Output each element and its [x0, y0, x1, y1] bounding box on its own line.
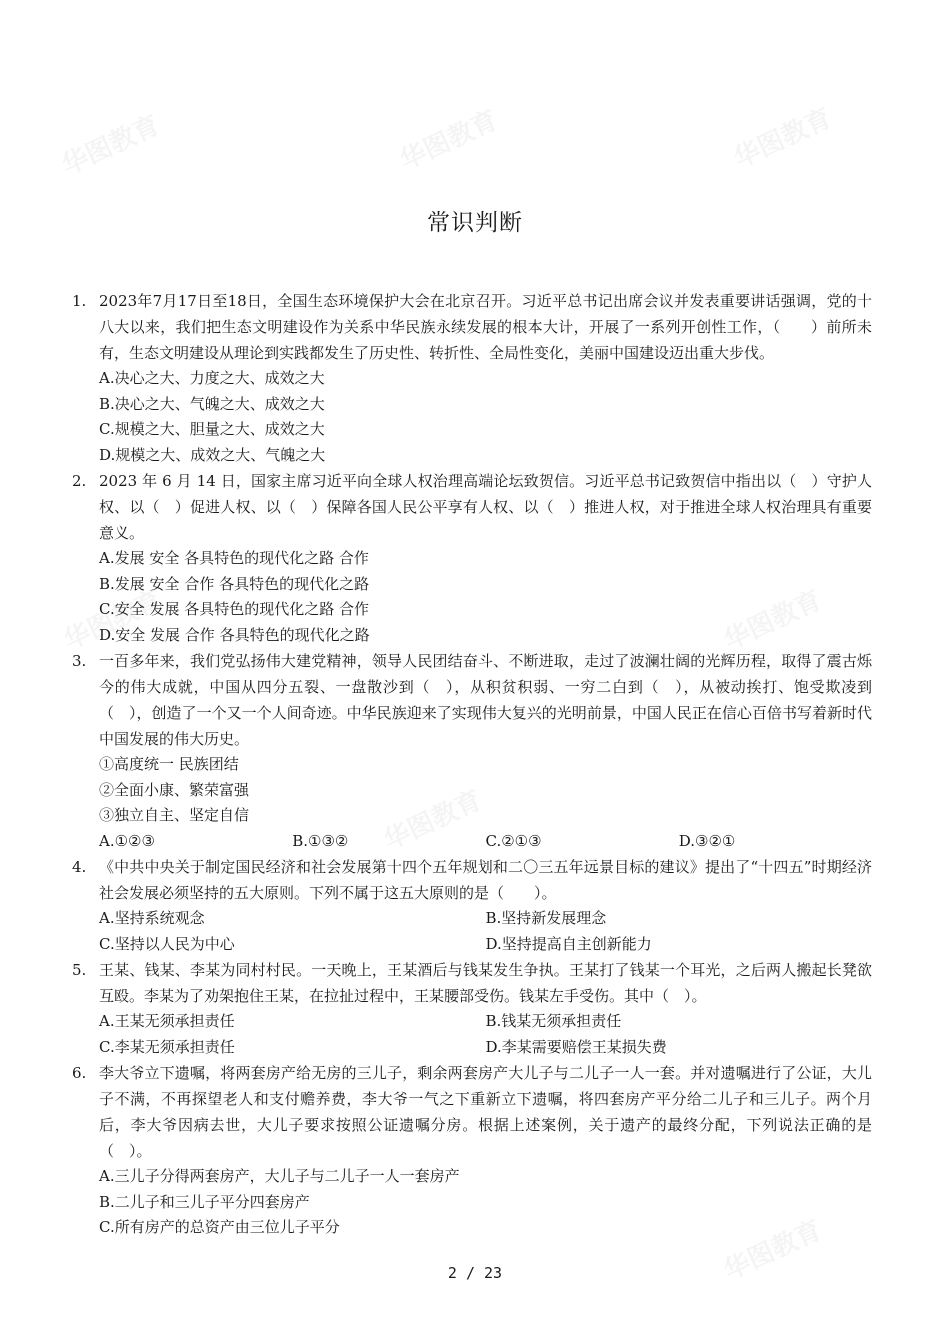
page-number [0, 1264, 950, 1282]
option-a: A.决心之大、力度之大、成效之大 [99, 369, 325, 387]
option-a: A.①②③ [99, 831, 155, 850]
total-pages: 23 [484, 1264, 503, 1282]
page-title: 常识判断 [427, 210, 523, 236]
question-list [72, 288, 872, 1241]
option-b: B.二儿子和三儿子平分四套房产 [99, 1192, 310, 1211]
option-a: A.坚持系统观念 [99, 909, 205, 927]
question-stem: 一百多年来，我们党弘扬伟大建党精神，领导人民团结奋斗、不断进取，走过了波澜壮阔的光辉历程，取得了震古烁今的伟大成就，中国从四分五裂、一盘散沙到（ ），从积贫积弱、一穷二白到（ ），从被动挨打、饱受欺凌到（ ），创造了一个又一个人间奇迹。中华民族迎来了实现伟大复兴的光明前景，中国人民正在信心百倍书写着新时代中国发展的伟大历史。 [99, 652, 872, 748]
option-d: D.李某需要赔偿王某损失费 [485, 1037, 667, 1056]
question-number: 5. [72, 961, 87, 979]
question-number: 1. [72, 292, 87, 310]
question-stem: 2023 年 6 月 14 日，国家主席习近平向全球人权治理高端论坛致贺信。习近平总书记致贺信中指出以（ ）守护人权、以（ ）促进人权、以（ ）保障各国人民公平享有人权、以（ ）推进人权，对于推进全球人权治理具有重要意义。 [99, 472, 872, 542]
option-c: C.规模之大、胆量之大、成效之大 [99, 420, 325, 438]
option-b: B.决心之大、气魄之大、成效之大 [99, 394, 325, 413]
question-stem: 李大爷立下遗嘱，将两套房产给无房的三儿子，剩余两套房产大儿子与二儿子一人一套。并对遗嘱进行了公证，大儿子不满，不再探望老人和支付赡养费，李大爷一气之下重新立下遗嘱，将四套房产平分给二儿子和三儿子。两个月后，李大爷因病去世，大儿子要求按照公证遗嘱分房。根据上述案例，关于遗产的最终分配，下列说法正确的是（ ）。 [99, 1064, 872, 1160]
question-4 [72, 854, 872, 957]
option-a: A.发展 安全 各具特色的现代化之路 合作 [99, 549, 369, 567]
option-c: C.所有房产的总资产由三位儿子平分 [99, 1218, 340, 1236]
watermark [55, 105, 165, 182]
option-c: C.②①③ [485, 831, 542, 850]
options-row [99, 1009, 872, 1035]
question-number: 4. [72, 858, 87, 876]
options-row [99, 1035, 872, 1061]
option-b: B.钱某无须承担责任 [485, 1012, 622, 1030]
watermark [393, 100, 503, 177]
option-b: B.发展 安全 合作 各具特色的现代化之路 [99, 574, 370, 593]
question-number: 2. [72, 472, 87, 490]
question-number: 3. [72, 652, 87, 670]
option-c: C.坚持以人民为中心 [99, 934, 235, 953]
watermark [727, 98, 837, 175]
option-a: A.三儿子分得两套房产，大儿子与二儿子一人一套房产 [99, 1167, 460, 1185]
question-3 [72, 648, 872, 854]
statement-item: ③独立自主、坚定自信 [99, 806, 250, 824]
question-2 [72, 468, 872, 648]
option-d: D.坚持提高自主创新能力 [485, 934, 652, 953]
question-6 [72, 1060, 872, 1241]
options-row [99, 906, 872, 932]
question-stem: 2023年7月17日至18日，全国生态环境保护大会在北京召开。习近平总书记出席会议并发表重要讲话强调，党的十八大以来，我们把生态文明建设作为关系中华民族永续发展的根本大计，开展了一系列开创性工作，（ ）前所未有，生态文明建设从理论到实践都发生了历史性、转折性、全局性变化，美丽中国建设迈出重大步伐。 [99, 292, 872, 362]
question-stem: 《中共中央关于制定国民经济和社会发展第十四个五年规划和二〇三五年远景目标的建议》提出了“十四五”时期经济社会发展必须坚持的五大原则。下列不属于这五大原则的是（ ）。 [99, 858, 872, 902]
option-b: B.坚持新发展理念 [485, 909, 607, 927]
question-stem: 王某、钱某、李某为同村村民。一天晚上，王某酒后与钱某发生争执。王某打了钱某一个耳光，之后两人搬起长凳欲互殴。李某为了劝架抱住王某，在拉扯过程中，王某腰部受伤。钱某左手受伤。其中（ ）。 [99, 961, 872, 1005]
current-page: 2 [447, 1264, 457, 1282]
options-row [99, 829, 872, 855]
page-separator: / [465, 1264, 475, 1282]
question-number: 6. [72, 1064, 87, 1082]
option-d: D.③②① [678, 831, 736, 850]
option-c: C.安全 发展 各具特色的现代化之路 合作 [99, 600, 370, 618]
option-d: D.安全 发展 合作 各具特色的现代化之路 [99, 625, 370, 644]
option-a: A.王某无须承担责任 [99, 1012, 235, 1030]
statement-item: ②全面小康、繁荣富强 [99, 780, 250, 799]
option-b: B.①③② [292, 831, 349, 850]
option-d: D.规模之大、成效之大、气魄之大 [99, 445, 326, 464]
statement-item: ①高度统一 民族团结 [99, 755, 239, 773]
question-1 [72, 288, 872, 468]
option-c: C.李某无须承担责任 [99, 1037, 235, 1056]
options-row [99, 932, 872, 958]
question-5 [72, 957, 872, 1060]
